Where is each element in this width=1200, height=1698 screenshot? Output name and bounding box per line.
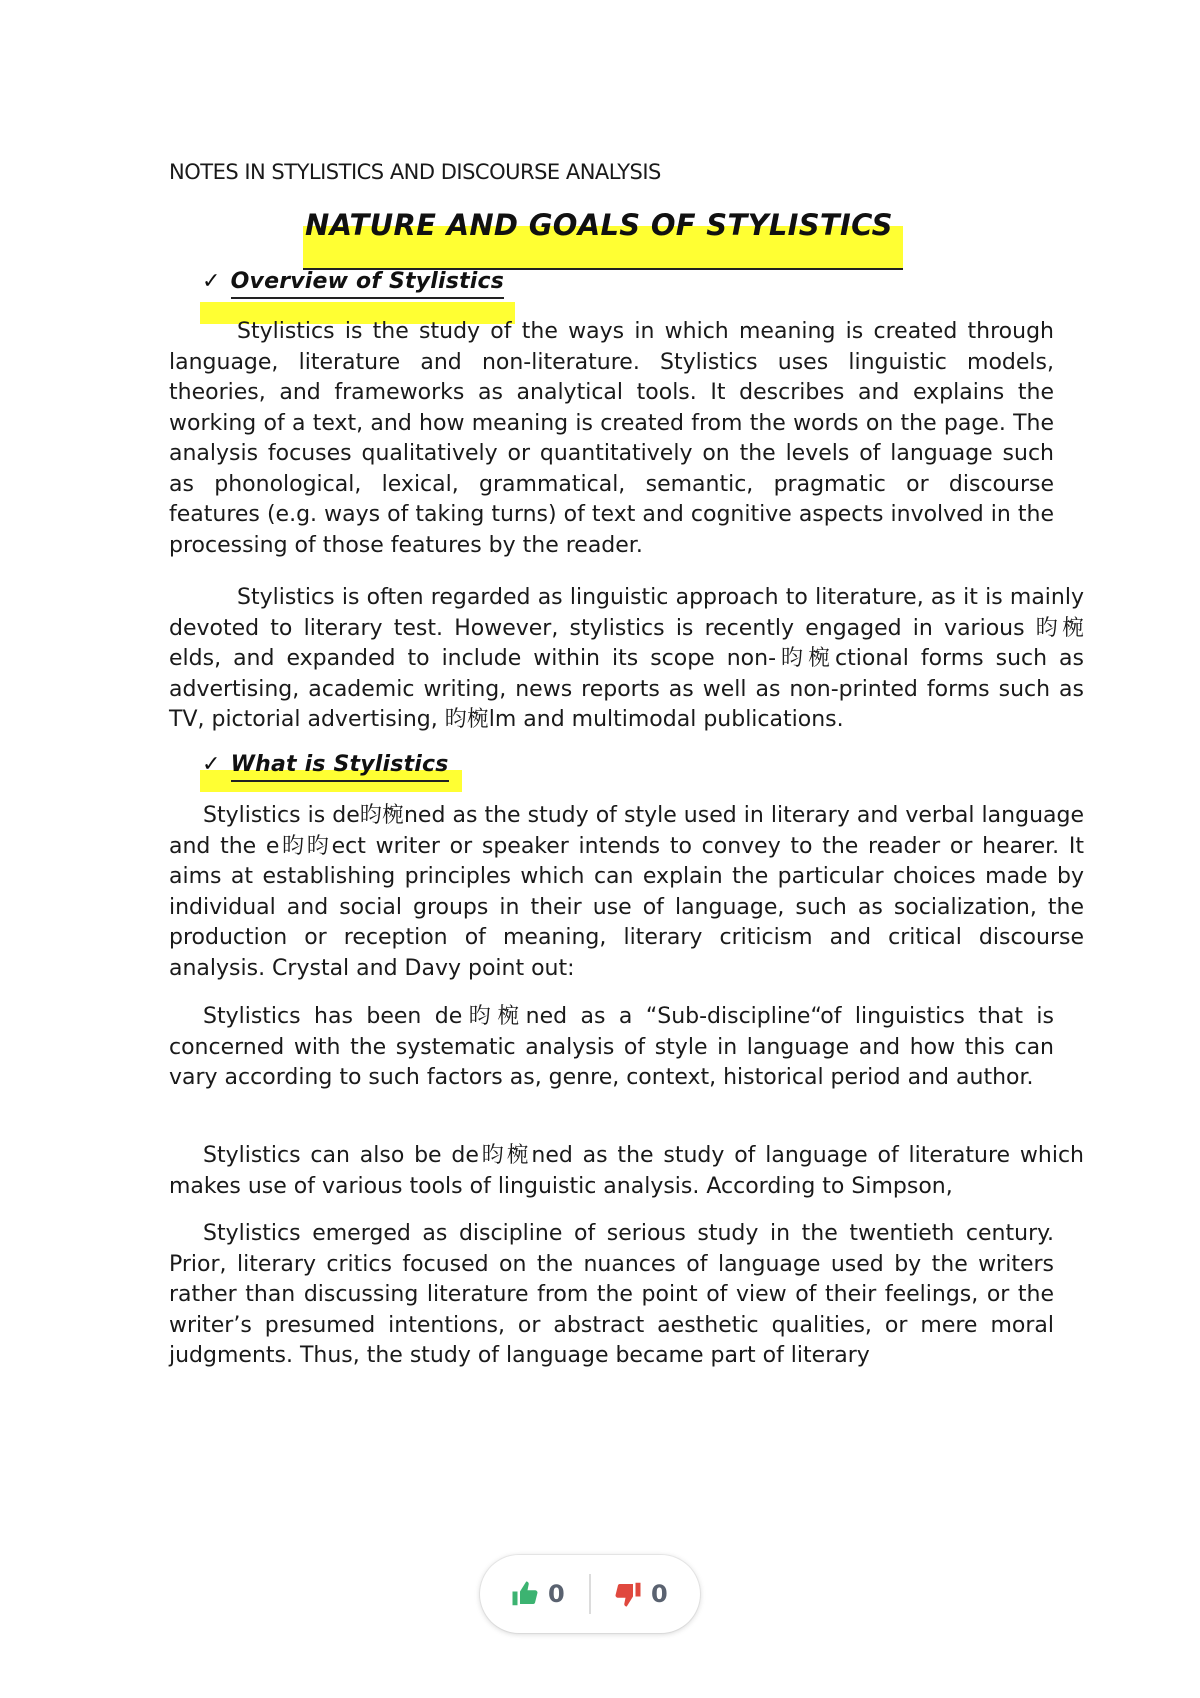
paragraph: Stylistics emerged as discipline of serious study in the twentieth century. Prior, literary critics focused on the nuances of language used by the writers rather than discussing literature from the point of view of their feelings, or the writer’s presumed intentions, or abstract aesthetic qualities, or mere moral judgments. Thus, the study of language became part of literary <box>169 1221 1054 1368</box>
vote-widget <box>480 1555 700 1633</box>
thumbs-down-icon <box>613 1579 643 1609</box>
paragraph: Stylistics is de昀椀ned as the study of style used in literary and verbal language and the e昀昀ect writer or speaker intends to convey to the reader or hearer. It aims at establishing principles which can explain the particular choices made by individual and social groups in their use of language, such as socialization, the production or reception of meaning, literary criticism and critical discourse analysis. Crystal and Davy point out: <box>169 803 1084 981</box>
paragraph: Stylistics is often regarded as linguistic approach to literature, as it is mainly devoted to literary test. However, stylistics is recently engaged in various 昀椀elds, and expanded to include within its scope non-昀椀ctional forms such as advertising, academic writing, news reports as well as non-printed forms such as TV, pictorial advertising, 昀椀lm and multimodal publications. <box>169 585 1084 732</box>
document-title: NATURE AND GOALS OF STYLISTICS <box>305 208 893 242</box>
upvote-button[interactable] <box>510 1577 565 1611</box>
checkmark-icon: ✓ <box>202 269 221 294</box>
upvote-count: 0 <box>548 1580 565 1608</box>
document-header: NOTES IN STYLISTICS AND DISCOURSE ANALYSIS <box>169 160 661 184</box>
paragraph: Stylistics can also be de昀椀ned as the study of language of literature which makes use of various tools of linguistic analysis. According to Simpson, <box>169 1143 1084 1199</box>
downvote-button[interactable] <box>613 1577 668 1611</box>
vote-divider <box>589 1574 591 1614</box>
paragraph: Stylistics is the study of the ways in which meaning is created through language, literature and non-literature. Stylistics uses linguistic models, theories, and frameworks as analytical tools. It describes and explains the working of a text, and how meaning is created from the words on the page. The analysis focuses qualitatively or quantitatively on the levels of language such as phonological, lexical, grammatical, semantic, pragmatic or discourse features (e.g. ways of taking turns) of text and cognitive aspects involved in the processing of those features by the reader. <box>169 319 1054 558</box>
downvote-count: 0 <box>651 1580 668 1608</box>
section-heading-text: Overview of Stylistics <box>231 269 504 299</box>
section-heading-what-is <box>202 752 449 777</box>
paragraph: Stylistics has been de昀椀ned as a “Sub-discipline“of linguistics that is concerned with the systematic analysis of style in language and how this can vary according to such factors as, genre, context, historical period and author. <box>169 1004 1054 1090</box>
section-heading-overview <box>202 269 504 294</box>
checkmark-icon: ✓ <box>202 752 221 777</box>
thumbs-up-icon <box>510 1579 540 1609</box>
section-heading-text: What is Stylistics <box>231 752 449 782</box>
